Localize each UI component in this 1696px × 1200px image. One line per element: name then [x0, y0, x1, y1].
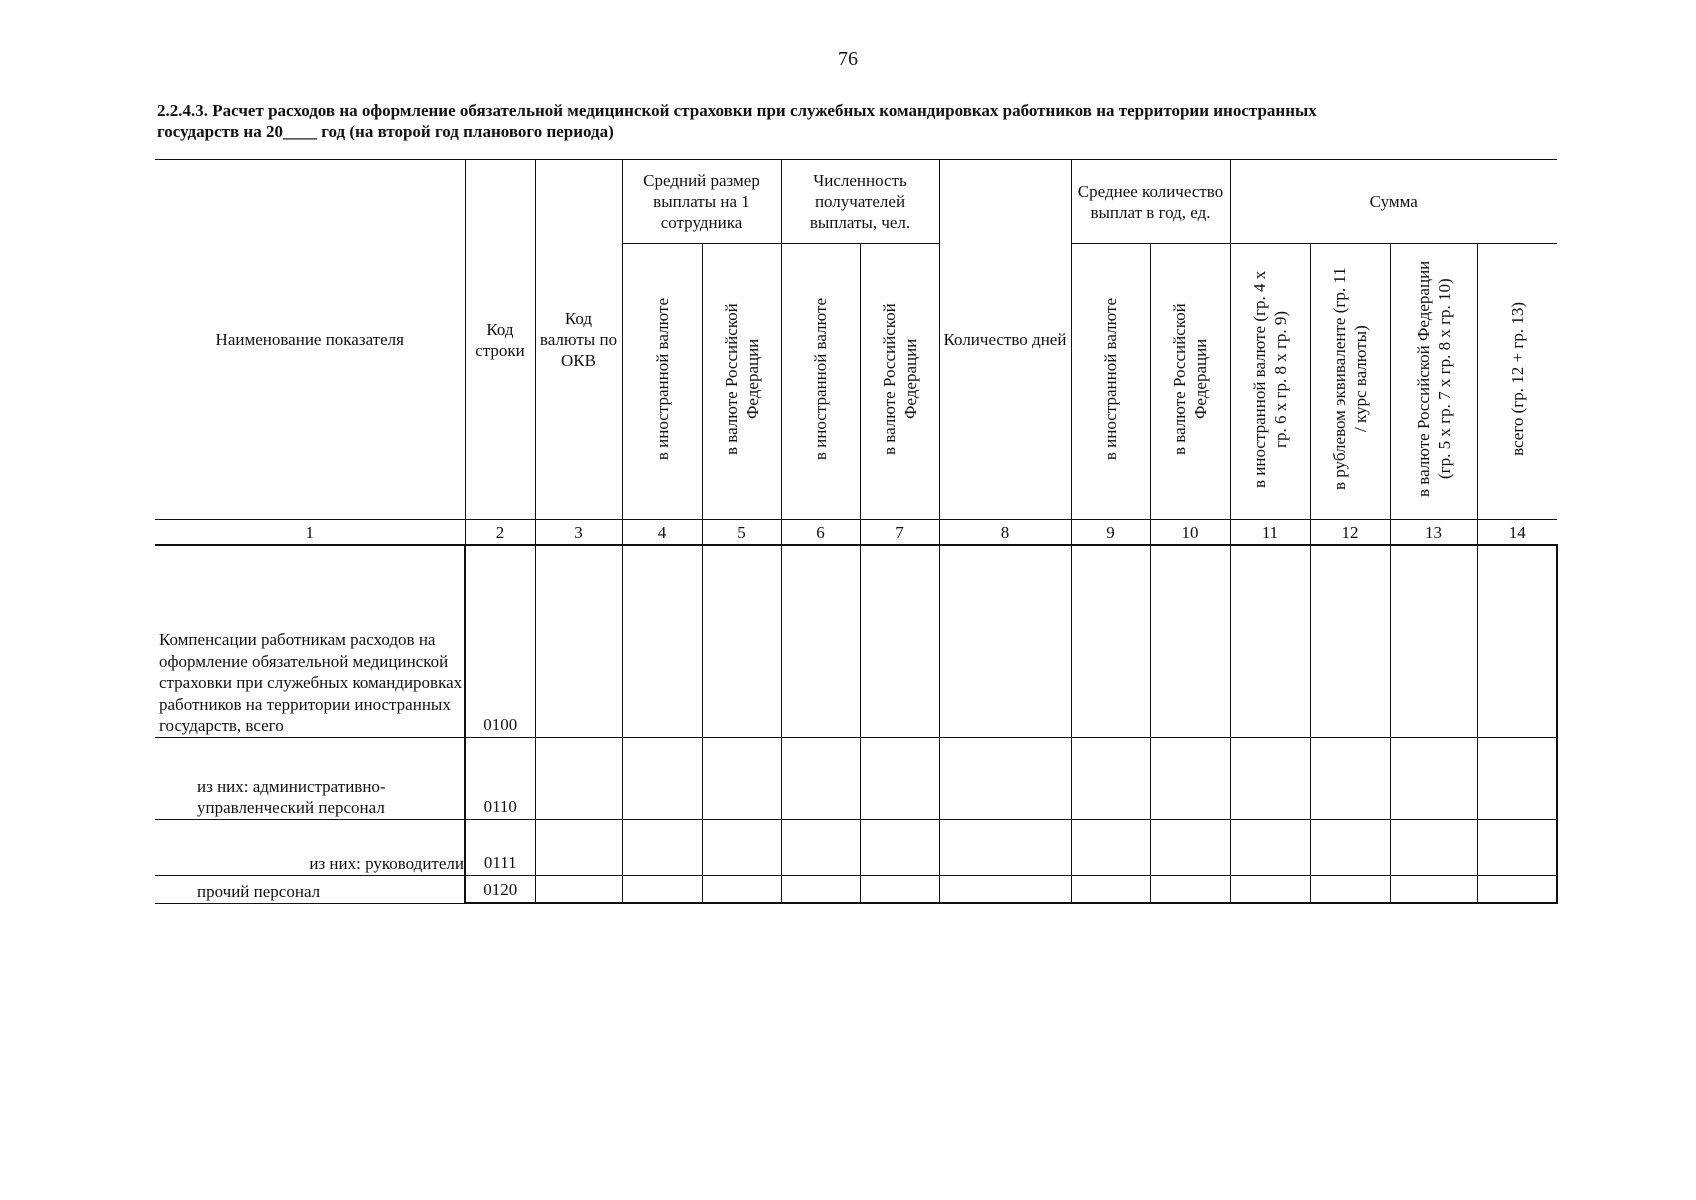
input-cell[interactable]	[1390, 737, 1477, 819]
input-cell[interactable]	[1150, 819, 1230, 875]
header-col11: в иностранной валюте (гр. 4 х гр. 6 х гр. 8 х гр. 9)	[1230, 244, 1310, 520]
column-number: 2	[465, 520, 535, 546]
calculation-table	[155, 159, 1558, 904]
header-name: Наименование показателя	[155, 160, 465, 520]
header-col9: в иностранной валюте	[1071, 244, 1150, 520]
input-cell[interactable]	[1477, 737, 1557, 819]
row-code: 0111	[465, 819, 535, 875]
header-days: Количество дней	[939, 160, 1071, 520]
input-cell[interactable]	[1310, 875, 1390, 903]
input-cell[interactable]	[622, 545, 702, 737]
header-col6: в иностранной валюте	[781, 244, 860, 520]
title-line-2: государств на 20____ год (на второй год планового периода)	[157, 122, 614, 141]
input-cell[interactable]	[1390, 545, 1477, 737]
input-cell[interactable]	[1150, 875, 1230, 903]
input-cell[interactable]	[702, 545, 781, 737]
input-cell[interactable]	[1310, 819, 1390, 875]
input-cell[interactable]	[1230, 737, 1310, 819]
header-currency-code: Код валюты по ОКВ	[535, 160, 622, 520]
input-cell[interactable]	[1150, 737, 1230, 819]
input-cell[interactable]	[860, 737, 939, 819]
column-number: 9	[1071, 520, 1150, 546]
document-title	[157, 100, 1557, 142]
input-cell[interactable]	[622, 819, 702, 875]
input-cell[interactable]	[622, 737, 702, 819]
input-cell[interactable]	[702, 819, 781, 875]
header-col13: в валюте Российской Федерации (гр. 5 х гр. 7 х гр. 8 х гр. 10)	[1390, 244, 1477, 520]
input-cell[interactable]	[535, 737, 622, 819]
input-cell[interactable]	[781, 737, 860, 819]
header-sum: Сумма	[1230, 160, 1557, 244]
input-cell[interactable]	[535, 545, 622, 737]
row-name: из них: руководители	[155, 819, 465, 875]
input-cell[interactable]	[1071, 545, 1150, 737]
input-cell[interactable]	[1230, 819, 1310, 875]
header-col7: в валюте Российской Федерации	[860, 244, 939, 520]
header-col4: в иностранной валюте	[622, 244, 702, 520]
row-code: 0110	[465, 737, 535, 819]
input-cell[interactable]	[702, 737, 781, 819]
input-cell[interactable]	[535, 875, 622, 903]
row-name: прочий персонал	[155, 875, 465, 903]
input-cell[interactable]	[781, 819, 860, 875]
header-avg-payouts: Среднее количество выплат в год, ед.	[1071, 160, 1230, 244]
input-cell[interactable]	[939, 875, 1071, 903]
header-col12: в рублевом эквиваленте (гр. 11 / курс валюты)	[1310, 244, 1390, 520]
row-name: Компенсации работникам расходов на оформление обязательной медицинской страховки при служебных командировках работников на территории иностранных государств, всего	[155, 545, 465, 737]
input-cell[interactable]	[781, 875, 860, 903]
input-cell[interactable]	[1150, 545, 1230, 737]
input-cell[interactable]	[1477, 819, 1557, 875]
header-recipients: Численность получателей выплаты, чел.	[781, 160, 939, 244]
page-number: 76	[838, 48, 858, 70]
input-cell[interactable]	[939, 819, 1071, 875]
input-cell[interactable]	[1310, 737, 1390, 819]
header-row-code: Код строки	[465, 160, 535, 520]
input-cell[interactable]	[702, 875, 781, 903]
column-number: 14	[1477, 520, 1557, 546]
input-cell[interactable]	[1071, 819, 1150, 875]
column-number: 12	[1310, 520, 1390, 546]
input-cell[interactable]	[1477, 875, 1557, 903]
column-number: 11	[1230, 520, 1310, 546]
header-col5: в валюте Российской Федерации	[702, 244, 781, 520]
input-cell[interactable]	[1390, 819, 1477, 875]
row-name: из них: административно-управленческий персонал	[155, 737, 465, 819]
input-cell[interactable]	[860, 545, 939, 737]
column-number: 3	[535, 520, 622, 546]
input-cell[interactable]	[939, 545, 1071, 737]
input-cell[interactable]	[1071, 737, 1150, 819]
header-avg-payment: Средний размер выплаты на 1 сотрудника	[622, 160, 781, 244]
column-number: 7	[860, 520, 939, 546]
row-code: 0100	[465, 545, 535, 737]
column-number: 5	[702, 520, 781, 546]
input-cell[interactable]	[860, 875, 939, 903]
column-number: 8	[939, 520, 1071, 546]
input-cell[interactable]	[1071, 875, 1150, 903]
input-cell[interactable]	[535, 819, 622, 875]
column-number: 4	[622, 520, 702, 546]
input-cell[interactable]	[781, 545, 860, 737]
title-line-1: 2.2.4.3. Расчет расходов на оформление обязательной медицинской страховки при служебных командировках работников на территории иностранных	[157, 101, 1317, 120]
input-cell[interactable]	[1310, 545, 1390, 737]
input-cell[interactable]	[1477, 545, 1557, 737]
input-cell[interactable]	[1230, 875, 1310, 903]
input-cell[interactable]	[1390, 875, 1477, 903]
column-number: 6	[781, 520, 860, 546]
column-number: 10	[1150, 520, 1230, 546]
row-code: 0120	[465, 875, 535, 903]
header-col10: в валюте Российской Федерации	[1150, 244, 1230, 520]
input-cell[interactable]	[939, 737, 1071, 819]
column-number: 1	[155, 520, 465, 546]
column-number: 13	[1390, 520, 1477, 546]
input-cell[interactable]	[622, 875, 702, 903]
input-cell[interactable]	[860, 819, 939, 875]
header-col14: всего (гр. 12 + гр. 13)	[1477, 244, 1557, 520]
input-cell[interactable]	[1230, 545, 1310, 737]
